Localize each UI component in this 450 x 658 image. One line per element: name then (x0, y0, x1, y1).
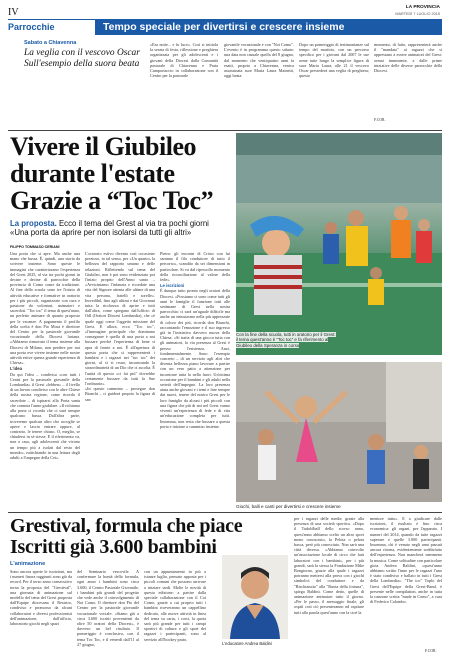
deck-text: Ecco il tema del Grest al via tra pochi giorni «Una porta da aprire per non isolarsi da tutti gli altri» (10, 219, 209, 238)
main-body-col-1 (10, 251, 80, 499)
portrait-caption: L'educatore Andrea Baldini (222, 641, 272, 646)
deck (10, 219, 228, 237)
main-photo-caption-text: Con la fine della scuola, tutti in oratorio per il Grest: il tema quest'anno è “Toc toc” e fa riferimento al Giubileo della Speranza in corso (236, 332, 336, 348)
headline-line-3: Grazie a “Toc Toc” (10, 186, 214, 215)
body-col-3-text: Pietro: gli incontri di Cristo con lui saranno il filo conduttore di tutto il percorso», scandito da sei dimensioni in particolare. Si va dal ripescollo momento della riconciliazione al valore della fede». (160, 251, 230, 283)
deck-label: La proposta. (10, 219, 57, 228)
second-headline-line-2: Iscritti già 3.600 bambini (10, 536, 217, 558)
body-col-1-text: Una porta che si apre. Ma anche una mano che bussa. È, quindi, una storia da scrivere insieme. Sono queste le immagini che caratterizzano l'esperienza del Grest 2025, al via tra pochi giorni in decine e decine di parrocchie della provincia di Como come da tradizione. Al fine della scuola sono tre l'inizio di attività educative e formative in oratorio per i più piccoli, organizzate con cura e passione da volontari, animatori e sacerdoti. "Toc toc" il tema di quest'anno, un perfetto animare di quanto proposto per le vacanze. A pagamento il profilo della scelta è don Pio Mosa è direttore del Centro per la pastorale giovanile vocazionale della Diocesi lariana. «Abbiamo rinnovato il tema insieme alla Diocesi di Milano, non perdere per noi una porta ove vivere insieme nelle nostre attività estive questa grande esperienza di Chiesa». (10, 251, 80, 366)
second-signoff: F.COR. (425, 649, 437, 653)
portrait-photo (222, 555, 288, 639)
second-photo-illustration (236, 362, 442, 502)
newspaper-name: LA PROVINCIA (405, 5, 440, 10)
top-column-2: giovanile vocazionale e con "Noi Como". L'evento è in programma questo sabato: una data non casuale quella del 8 giugno, dal momento che ventiquattro anni fa esatti, proprio a Chiavenna, veniva assassinata suor Maria Laura Mainetti, oggi beata. (224, 42, 294, 79)
second-col-2: del Seminario vescovile. A confermare la bontà della formula, ogni anno i bambini sono circa 3.600, il Centro Pastorale Giovanile, i bambini più grandi del progetto che vede anche il coinvolgimento di Noi Como. Il direttore don Pio del Centro per la pastorale giovanile vocazionale vociale: «Siamo già a circa 3.600 iscritti provenienti da oltre 50 oratori della Diocesi», è davvero un bel risultato. Il pomeriggio è conclusivo, con il tema Toc Toc, e il venerdì dall'11 al 27 giugno, (77, 569, 139, 647)
second-photo-caption: Giochi, balli e canti per divertirsi e crescere insieme (236, 504, 341, 509)
main-body-col-2 (85, 251, 155, 499)
body-col-3-kicker: Le iscrizioni (160, 283, 185, 289)
top-column-4: momento, di fatto, rappresenterà anche il "mandato" ai ragazzi che si apprestano a essere animatori del Grest: ormai imminente, a dalle prime iniziative delle diverse parrocchie della Diocesi. (374, 42, 442, 74)
body-col-1-kicker: L'idea (10, 366, 22, 372)
body-col-1b-text: Da qui l'idea – condivisa «con tutti i Centri per la pastorale giovanile della Lombardia» il Grest «lebben» – il livello di un lavoro condiviso con le altre Chiese della nostra regione, come ricorda il sacerdote – di ispirarsi alla Porta santa che connota l'anno giubilare. «Il richiamo alla porta ci ricorda che ci sarà sempre qualcuno bussa. Dall'altra parte, troveremo qualcun altro che accoglie se aprire e lascia entrare oppure, al contrario, le tenere chiuso. O, meglio, se chiudersi in sé stesse. E il riferimento va, non a caso, agli adolescenti che vivono un tempo più a isolati dal resto del mondo», ruttichiando in una lettura degli adulti a l'impegno della Cei». (10, 371, 80, 460)
portrait-illustration (222, 555, 288, 639)
section-banner (95, 20, 442, 35)
banner-text: Tempo speciale per divertirsi e crescere insieme (103, 21, 345, 33)
headline-line-2: durante l'estate (10, 159, 175, 188)
top-signoff: F.COR. (374, 118, 386, 122)
second-col-3: con un appuntamento in più a istanze luglio, pensato apposta per i piccoli comuni che possono arrivare a iniziare tardi. Molte le novità di questa edizione: a partire dalla speciale collaborazione con il Coi Como, grazie a cui proprio tutti i bambini riceveranno un cappellino dedicato, alle nuove attività in linea del tema su carta, i corsi, la quota sarà più grande per tutti i campi sportivi di cultura e gli sport dei ragazzi i partecipanti, sono al servizio alll'hockey prato, (144, 569, 206, 642)
body-col-2b-text: «In questo cammino – prosegue don Bianchi – ci guiderà proprio la figura di san (85, 386, 155, 402)
page-number: IV (8, 7, 19, 18)
issue-date: MARTEDÌ 7 LUGLIO 2015 (395, 12, 440, 16)
second-headline (10, 516, 310, 558)
headline-line-1: Vivere il Giubileo (10, 132, 196, 161)
second-col-5: mentore tutto». E a giudicare dalle iscrizioni, il risultato è fino circa economica: gli organi, per l'apparato. I numeri del 2014, quando da tutte ragazzi superare e quelle 3.000 partecipanti. Insomma, chi è venuto negli anni passati ancora ritorna, evidentemente soddisfatto dell'esperienza. Non mancherà nemmeno la musica. Come solitudine con particolare gioia Andrea Baldini, «quest'anno abbiamo scritto l'inno per le ragazzi l'uno è stato condiviso e ballato in tutti i Grest della Lombardia». "The toc" Toplo del Grest dell'Equipe della Grest-Band, è presente nelle compilation, anche in tutta la canzone scritta "made in Como", a cura di Federico Colombo. (370, 516, 442, 605)
second-headline-line-1: Grestival, formula che piace (10, 515, 243, 537)
body-col-3b-text: È dunque tutto pronto negli oratori della Diocesi. «Possiamo ci sono come tutti gli anni le famiglie il funzione totti alle settimane di Grest nella nostra parrocchia: ci sarà un'uguale difficile ma anche un entusiasmo nella più apprezzate di coloro dei più, ricorda don Bianchi, raccontando l'emozione e il suo ingresso già in l'iniziativa davvero nuova della Chiesa: «Si tratta di una giocca tutta con gli animatori, la via presenza al Grest è presso l'esistenza. Anzi, fondamentalmente. Sono l'esempio concreto – di un servizio agli altri che diventa bellezza piano lavorare a partire con un vero patto a attenzione per incontrare tutta la nella fuori. Un'ottima occasione per il bambini e gli adulti nella serietà dell'impegno. La loro presenza aiuta anche giovani e i temi e fare sempre dai nuovi, tenere del nostro Grest per le loro famiglie da alcuni i più piccoli con una figura che più di noi nel Grest vanno viventi un'esperienza di fede e di vita un'educazione completa per tutti. Insomma, non resta che bussare a questa porta e iniziare a cammino insieme. (160, 288, 230, 429)
second-col-1: Sono ancora aperte le iscrizioni, ma i numeri finora raggiunti sono già da record. Per il terzo anno consecutivo torna la proposta del "Grestival", una giornata di animazione sul modello del tema del Grest proposta dall'Equipe diocesana il Resistro, condiviso e promosso da alcuni collaboratori e diversi professionisti dell'animazione, dall'ufficio, laboratorio giochi negli spazi (10, 569, 72, 627)
second-photo (236, 362, 442, 502)
teaser-title: La veglia con il vescovo Oscar Sull'esempio della suora beata (24, 48, 140, 69)
byline: FILIPPO TOMMASO CERIANI (10, 245, 60, 249)
separator-middle (8, 512, 442, 513)
main-photo-caption (236, 332, 336, 348)
second-col-4: per i ragazzi delle medie, grazie alla presenza di una società sportiva. «Dopo il Tudoldball dello scorso anno, quest'anno abbiamo scelto un altro sport meno conosciuto, la Pelota o pelota basca, però più conosciuto. Non sarà una città diversa. «Abbiamo coinvolto un'associazione locale di circo che farà laboratori con i bambini», per i più grandi, sarà la stessa la Fondazione Mike Bongiorno, grazie alla quale i ragazzi potranno mettersi alla prova con i giochi simbolici del conduttore e da "Rischiatutto" alla "Ruota della fortuna", spiega Baldini. Come detto, quelle di animazione animatori tutto il giorno. «Per le passo, il messaggio finale, gli ospiti così ciò presenteranno ad ospitare tutti alla parola quest'anno con la cioè la (294, 516, 364, 615)
teaser-kicker: Sabato a Chiavenna (24, 40, 77, 46)
second-kicker: L'animazione (10, 561, 46, 567)
separator-top (8, 130, 442, 131)
main-body-col-3 (160, 251, 230, 499)
top-column-1: «Era notte... e fu luce». Così si intitola la serata di festa, riflessione e preghiera organizzata per gli adolescenti e i giovani della Diocesi dalla Comunità pastorale di Chiavenna e Prata Camportaccio in collaborazione con il Centro per la pastorale (150, 42, 218, 79)
main-headline (10, 133, 228, 214)
body-col-2-text: L'oratorio estivo diventa così occasione prezioso, in tal senso, per «Un quarto» la bellezza del rapporto umano e delle relazioni. Riflettendo sul tema del Giubileo, non è poi sono evidenziato poi l'inizio proprio dell'Anno santo – «Avviciniamo l'infanzia e ricordate una vita del Signore attenta alle ultime di una vita persona, fratelli e sorelle». Incredibil, fino agli ultimi e dai Giovanni tutta la ricchezza di aprire e tutti dall'altra, come spiegano dall'ufficio di Odl (Oratori Diocesi Lombardia), che «è quale oggi come l'oggetto missione del Grest. E allora, ecco "Toc toc", «l'immagine principale che dominano consegnare è quella di una porta a noi bussare perché l'esperienza di bene si apra di fronte a noi. È all'apertura di questa porta che si rappresenterà i bambini e i ragazzi nei "toc toc" dei giorni, al sì si rrsuo, incontrando la straordinarietà di un Dio che ci ascolta. È l'unità di questo «ci fai più" dovrebbe certamente bussare da tutti la Sue l'ordinario». (85, 251, 155, 387)
top-column-3: Dopo un pomeriggio di testimonianze sul tempo del martirio, con un percorso specifico per i giovani dal 2007 le sue orme tutte lungo la semplice figura di suor Maria Laura, alle 21 il vescovo Oscar presiederà una veglia di preghiera; questo (299, 42, 369, 79)
main-photo (236, 133, 442, 355)
section-label: Parrocchie (8, 22, 55, 32)
main-photo-illustration (236, 133, 442, 355)
